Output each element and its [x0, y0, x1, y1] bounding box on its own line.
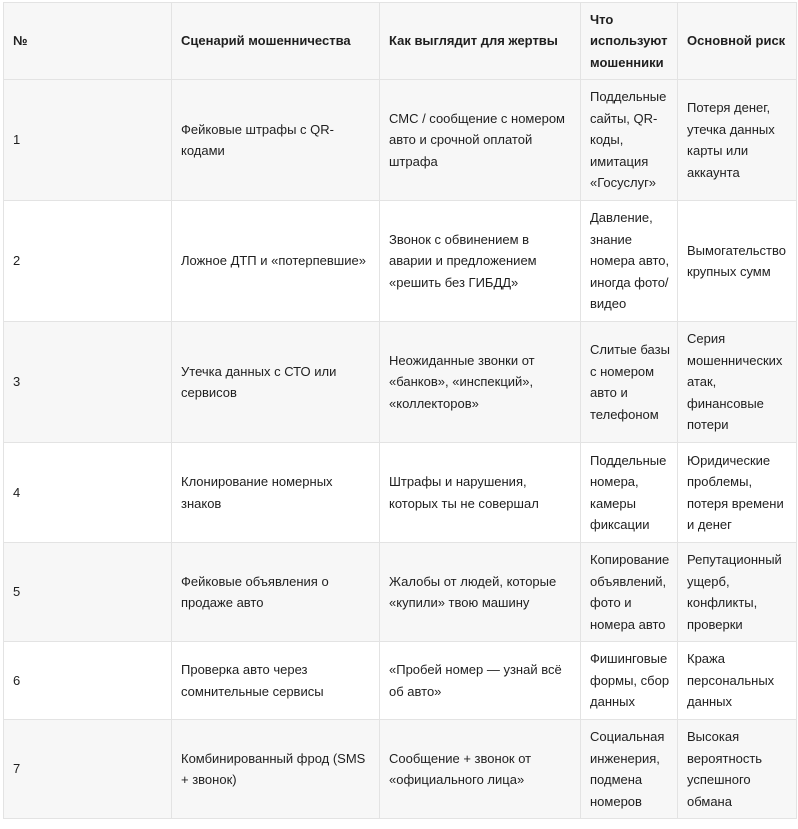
cell-number: 4	[4, 443, 172, 543]
cell-victim-view: Звонок с обвинением в аварии и предложением «решить без ГИБДД»	[380, 201, 581, 322]
cell-tools: Давление, знание номера авто, иногда фото/видео	[581, 201, 678, 322]
cell-risk: Кража персональных данных	[678, 642, 797, 720]
cell-victim-view: СМС / сообщение с номером авто и срочной оплатой штрафа	[380, 80, 581, 201]
cell-number: 5	[4, 543, 172, 642]
cell-number: 3	[4, 322, 172, 443]
cell-victim-view: Неожиданные звонки от «банков», «инспекций», «коллекторов»	[380, 322, 581, 443]
header-row	[4, 3, 797, 80]
cell-scenario: Утечка данных с СТО или сервисов	[172, 322, 380, 443]
cell-number: 1	[4, 80, 172, 201]
cell-scenario: Фейковые объявления о продаже авто	[172, 543, 380, 642]
cell-tools: Слитые базы с номером авто и телефоном	[581, 322, 678, 443]
cell-tools: Поддельные сайты, QR-коды, имитация «Госуслуг»	[581, 80, 678, 201]
cell-victim-view: Штрафы и нарушения, которых ты не совершал	[380, 443, 581, 543]
cell-scenario: Комбинированный фрод (SMS + звонок)	[172, 720, 380, 819]
table-row	[4, 543, 797, 642]
cell-scenario: Фейковые штрафы с QR-кодами	[172, 80, 380, 201]
cell-victim-view: Сообщение + звонок от «официального лица»	[380, 720, 581, 819]
header-victim-view: Как выглядит для жертвы	[380, 3, 581, 80]
cell-risk: Юридические проблемы, потеря времени и денег	[678, 443, 797, 543]
cell-scenario: Проверка авто через сомнительные сервисы	[172, 642, 380, 720]
cell-scenario: Ложное ДТП и «потерпевшие»	[172, 201, 380, 322]
cell-number: 6	[4, 642, 172, 720]
cell-scenario: Клонирование номерных знаков	[172, 443, 380, 543]
header-number: №	[4, 3, 172, 80]
cell-tools: Копирование объявлений, фото и номера авто	[581, 543, 678, 642]
table-row	[4, 80, 797, 201]
header-tools: Что используют мошенники	[581, 3, 678, 80]
header-scenario: Сценарий мошенничества	[172, 3, 380, 80]
cell-victim-view: «Пробей номер — узнай всё об авто»	[380, 642, 581, 720]
cell-risk: Высокая вероятность успешного обмана	[678, 720, 797, 819]
cell-risk: Вымогательство крупных сумм	[678, 201, 797, 322]
cell-risk: Серия мошеннических атак, финансовые потери	[678, 322, 797, 443]
table-row	[4, 720, 797, 819]
header-risk: Основной риск	[678, 3, 797, 80]
fraud-scenarios-table	[3, 2, 797, 819]
table-row	[4, 642, 797, 720]
cell-tools: Поддельные номера, камеры фиксации	[581, 443, 678, 543]
table-row	[4, 201, 797, 322]
cell-victim-view: Жалобы от людей, которые «купили» твою машину	[380, 543, 581, 642]
cell-tools: Фишинговые формы, сбор данных	[581, 642, 678, 720]
table-body	[4, 80, 797, 819]
cell-number: 7	[4, 720, 172, 819]
cell-risk: Репутационный ущерб, конфликты, проверки	[678, 543, 797, 642]
cell-number: 2	[4, 201, 172, 322]
table-row	[4, 443, 797, 543]
cell-tools: Социальная инженерия, подмена номеров	[581, 720, 678, 819]
cell-risk: Потеря денег, утечка данных карты или аккаунта	[678, 80, 797, 201]
table-row	[4, 322, 797, 443]
table-header	[4, 3, 797, 80]
